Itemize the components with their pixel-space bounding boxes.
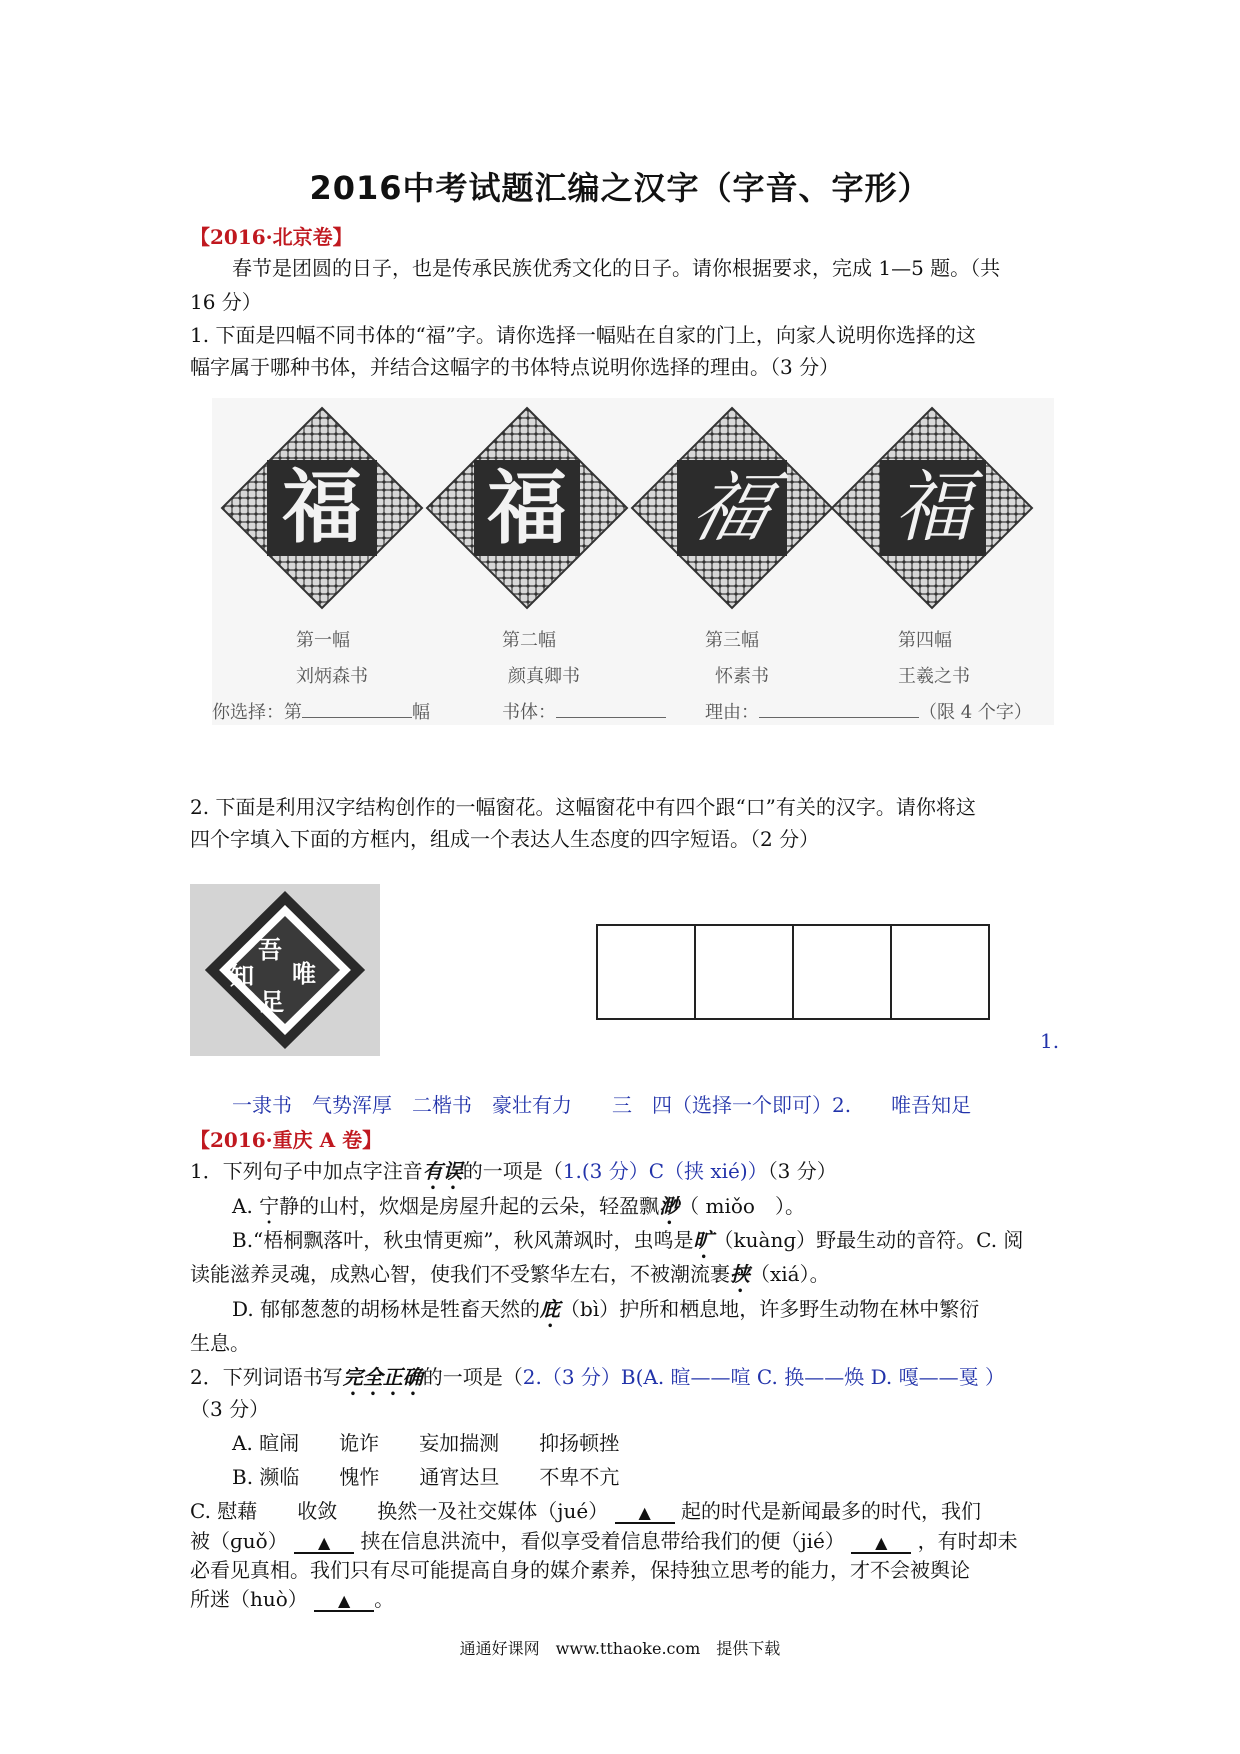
answer-number: 1. xyxy=(1040,1029,1060,1053)
section-label-beijing: 【2016·北京卷】 xyxy=(190,225,353,249)
style-label: 书体： xyxy=(502,702,556,723)
answer-boxes xyxy=(596,924,996,1020)
cq-q2-option-a: A. 暄闹 诡诈 妄加揣测 抑扬顿挫 xyxy=(232,1431,620,1455)
limit-note: （限 4 个字） xyxy=(919,702,1032,723)
intro-line-1: 春节是团圆的日子，也是传承民族优秀文化的日子。请你根据要求，完成 1—5 题。（共 xyxy=(232,256,1001,280)
cq-passage-line-3: 必看见真相。我们只有尽可能提高自身的媒介素养，保持独立思考的能力，才不会被舆论 xyxy=(190,1558,970,1582)
opt-a-label: A. xyxy=(232,1194,260,1218)
opt-b-text: B.“梧桐飘落叶，秋虫情更痴”，秋风萧飒时，虫鸣是 xyxy=(232,1228,694,1252)
cq-passage-line-4 xyxy=(190,1584,394,1614)
cq-q2-option-c xyxy=(190,1496,981,1526)
cq-q1-post: 的一项是（ xyxy=(462,1159,563,1183)
style-row xyxy=(502,698,666,724)
cq-q1-option-a xyxy=(232,1191,805,1229)
opt-b-emph: 旷 xyxy=(693,1228,714,1252)
panel-3-name: 第三幅 xyxy=(705,630,759,651)
cq-q1-score: （3 分） xyxy=(767,1159,837,1183)
panel-3-author: 怀素书 xyxy=(715,666,769,687)
q2-line-2: 四个字填入下面的方框内，组成一个表达人生态度的四字短语。（2 分） xyxy=(190,827,820,851)
opt-c-pinyin: （xiá）。 xyxy=(750,1262,830,1286)
cq-passage-line-2 xyxy=(190,1526,1018,1556)
opt-d-emph: 庇 xyxy=(540,1297,561,1321)
q1-line-1: 1. 下面是四幅不同书体的“福”字。请你选择一幅贴在自家的门上，向家人说明你选择的这 xyxy=(190,323,976,347)
opt-b-pinyin: （kuànɡ）野最生动的音符。C. 阅 xyxy=(713,1228,1024,1252)
window-char-2: 唯 xyxy=(292,959,316,988)
fu-char-4: 福 xyxy=(893,463,972,553)
fu-char-2: 福 xyxy=(487,461,567,555)
panel-4-author: 王羲之书 xyxy=(898,666,970,687)
line4-text-1: 所迷（huò） xyxy=(190,1587,308,1611)
opt-c-text: 读能滋养灵魂，成熟心智，使我们不受繁华左右，不被潮流裹 xyxy=(190,1262,730,1286)
opt-c2-text-2: 起的时代是新闻最多的时代，我们 xyxy=(680,1499,981,1523)
cq-q2-post: 的一项是（ xyxy=(422,1365,523,1389)
fu-char-3: 福 xyxy=(683,463,782,552)
section-label-chongqing: 【2016·重庆 A 卷】 xyxy=(190,1128,383,1152)
window-flower-image xyxy=(190,884,380,1056)
line4-text-2: 。 xyxy=(374,1587,395,1611)
panel-2-name: 第二幅 xyxy=(502,630,556,651)
beijing-answer: 一隶书 气势浑厚 二楷书 豪壮有力 三 四（选择一个即可）2. 唯吾知足 xyxy=(232,1093,972,1117)
answer-box-1[interactable] xyxy=(596,924,696,1020)
cq-q2-line xyxy=(190,1362,1005,1400)
opt-a-emph: 渺 xyxy=(659,1194,680,1218)
cq-q1-emph: 有误 xyxy=(422,1159,463,1183)
cq-q1-answer: 1.(3 分）C（挟 xié)） xyxy=(562,1159,768,1183)
choice-suffix: 幅 xyxy=(412,702,430,723)
style-blank[interactable] xyxy=(556,717,666,718)
choice-blank[interactable] xyxy=(302,717,412,718)
line2-text-1: 被（ɡuǒ） xyxy=(190,1529,288,1553)
cq-q2-emph: 完全正确 xyxy=(342,1365,423,1389)
fill-blank-4[interactable]: ▲ xyxy=(314,1592,374,1612)
window-char-4: 知 xyxy=(230,961,254,990)
fu-figure xyxy=(212,398,1054,725)
q2-line-1: 2. 下面是利用汉字结构创作的一幅窗花。这幅窗花中有四个跟“口”有关的汉字。请你将这 xyxy=(190,795,976,819)
choice-row xyxy=(212,698,430,724)
cq-q1-option-d-cont: 生息。 xyxy=(190,1331,250,1355)
cq-q2-pre: 2．下列词语书写 xyxy=(190,1365,343,1389)
fill-blank-1[interactable]: ▲ xyxy=(615,1504,675,1524)
cq-q2-score: （3 分） xyxy=(190,1397,270,1421)
line2-text-2: 挟在信息洪流中，看似享受着信息带给我们的便（jié） xyxy=(360,1529,845,1553)
cq-q1-option-d xyxy=(232,1294,979,1332)
answer-box-2[interactable] xyxy=(694,924,794,1020)
fill-blank-2[interactable]: ▲ xyxy=(294,1534,354,1554)
cq-q1-option-c xyxy=(190,1259,830,1297)
opt-d-pinyin: （bì）护所和栖息地，许多野生动物在林中繁衍 xyxy=(560,1297,980,1321)
q1-line-2: 幅字属于哪种书体，并结合这幅字的书体特点说明你选择的理由。（3 分） xyxy=(190,355,840,379)
opt-c-emph: 挟 xyxy=(730,1262,750,1286)
opt-d-text: D. 郁郁葱葱的胡杨林是牲畜天然的 xyxy=(232,1297,541,1321)
panel-4-name: 第四幅 xyxy=(898,630,952,651)
page-footer: 通通好课网 www.tthaoke.com 提供下载 xyxy=(459,1639,781,1658)
fill-blank-3[interactable]: ▲ xyxy=(851,1534,911,1554)
reason-row xyxy=(705,698,1032,724)
answer-box-3[interactable] xyxy=(792,924,892,1020)
opt-a-pinyin: （ miǒo ）。 xyxy=(679,1194,805,1218)
intro-line-2: 16 分） xyxy=(190,290,262,314)
opt-a-text: 静的山村，炊烟是房屋升起的云朵，轻盈飘 xyxy=(279,1194,660,1218)
panel-1-name: 第一幅 xyxy=(296,630,350,651)
panel-1-author: 刘炳森书 xyxy=(296,666,368,687)
cq-q1-option-b xyxy=(232,1225,1023,1263)
panel-2-author: 颜真卿书 xyxy=(508,666,580,687)
answer-box-4[interactable] xyxy=(890,924,990,1020)
fu-char-1: 福 xyxy=(282,461,362,554)
window-char-1: 吾 xyxy=(258,935,282,964)
cq-q2-answer: 2.（3 分）B(A. 暄——喧 C. 换——焕 D. 嘎——戛 ） xyxy=(522,1365,1005,1389)
page-title: 2016中考试题汇编之汉字（字音、字形） xyxy=(309,169,931,207)
opt-c2-text: C. 慰藉 收敛 换然一及社交媒体（jué） xyxy=(190,1499,609,1523)
opt-a-dot-char: 宁 xyxy=(259,1194,280,1218)
reason-blank[interactable] xyxy=(759,717,919,718)
window-char-3: 足 xyxy=(260,987,284,1016)
window-flower-diamond xyxy=(190,884,380,1056)
line2-text-3: ，有时却未 xyxy=(917,1529,1018,1553)
reason-label: 理由： xyxy=(705,702,759,723)
cq-q1-pre: 1．下列句子中加点字注音 xyxy=(190,1159,423,1183)
choice-prefix: 你选择：第 xyxy=(212,702,302,723)
cq-q2-option-b: B. 濒临 愧怍 通宵达旦 不卑不亢 xyxy=(232,1465,620,1489)
cq-q1-line xyxy=(190,1156,837,1194)
